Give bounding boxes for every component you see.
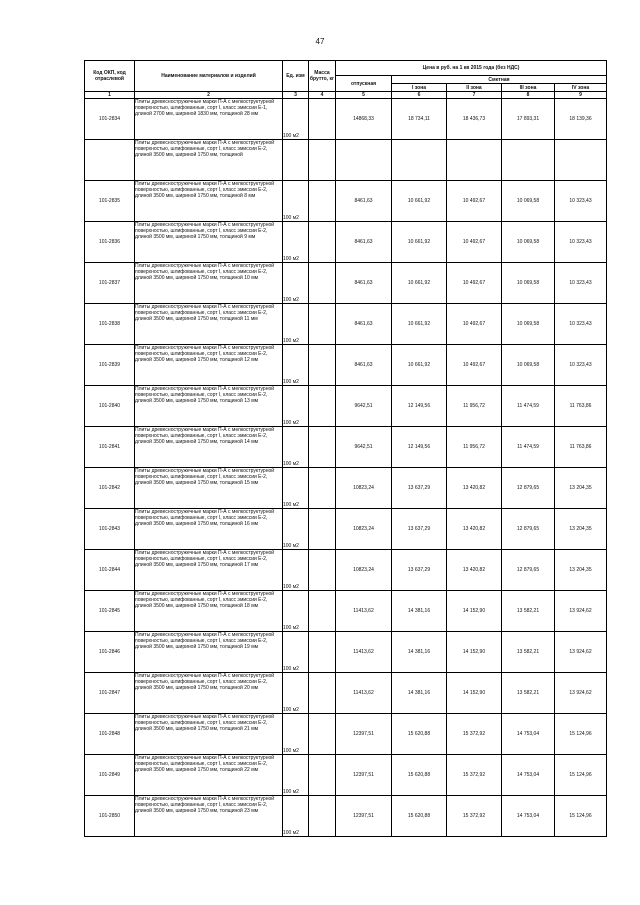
item-code: 101-2841: [85, 427, 135, 468]
item-name: Плиты древесностружечные марки П-А с мелкоструктурной поверхностью, шлифованные, сорт I, класс эмиссии Е-1, длиной 2700 мм, шириной 1830 мм, толщиной 28 мм: [135, 99, 283, 140]
item-mass: [309, 632, 336, 673]
zone-3-price: 10 069,58: [502, 304, 555, 345]
zone-2-price: 13 420,82: [447, 509, 502, 550]
price-table: [84, 60, 607, 837]
item-name: Плиты древесностружечные марки П-А с мелкоструктурной поверхностью, шлифованные, сорт I, класс эмиссии Е-2, длиной 3500 мм, шириной 1750 мм, толщиной 13 мм: [135, 386, 283, 427]
header-code: Код ОКП, код отраслевой: [85, 61, 135, 92]
zone-2-price: 14 152,90: [447, 591, 502, 632]
zone-4-price: 13 204,35: [555, 468, 607, 509]
item-code: 101-2839: [85, 345, 135, 386]
item-unit: 100 м2: [283, 263, 309, 304]
item-code: 101-2834: [85, 99, 135, 140]
column-number: 3: [283, 92, 309, 99]
zone-3-price: 10 069,58: [502, 222, 555, 263]
zone-4-price: 11 763,86: [555, 386, 607, 427]
zone-1-price: 12 149,56: [392, 427, 447, 468]
item-code: 101-2840: [85, 386, 135, 427]
zone-2-price: 11 956,72: [447, 386, 502, 427]
item-mass: [309, 550, 336, 591]
zone-4-price: 15 124,96: [555, 796, 607, 837]
item-name: Плиты древесностружечные марки П-А с мелкоструктурной поверхностью, шлифованные, сорт I, класс эмиссии Е-2, длиной 3500 мм, шириной 1750 мм, толщиной: [135, 140, 283, 181]
item-code: 101-2842: [85, 468, 135, 509]
item-code: 101-2835: [85, 181, 135, 222]
zone-2-price: 15 372,92: [447, 755, 502, 796]
zone-1-price: 10 661,92: [392, 181, 447, 222]
item-code: 101-2843: [85, 509, 135, 550]
column-number: 2: [135, 92, 283, 99]
item-unit: 100 м2: [283, 673, 309, 714]
release-price: 10823,24: [336, 468, 392, 509]
zone-3-price: 14 753,04: [502, 714, 555, 755]
table-row: [85, 427, 607, 468]
zone-3-price: 10 069,58: [502, 345, 555, 386]
item-mass: [309, 509, 336, 550]
zone-1-price: 15 620,88: [392, 714, 447, 755]
release-price: 11413,62: [336, 591, 392, 632]
release-price: 12397,51: [336, 714, 392, 755]
item-code: 101-2849: [85, 755, 135, 796]
table-row: [85, 263, 607, 304]
zone-4-price: [555, 140, 607, 181]
zone-2-price: 10 492,67: [447, 345, 502, 386]
header-zone-3: III зона: [502, 84, 555, 92]
zone-2-price: 15 372,92: [447, 796, 502, 837]
zone-4-price: 10 323,43: [555, 263, 607, 304]
zone-1-price: 18 734,11: [392, 99, 447, 140]
header-name: Наименование материалов и изделий: [135, 61, 283, 92]
zone-4-price: 13 924,62: [555, 591, 607, 632]
zone-1-price: 10 661,92: [392, 304, 447, 345]
zone-4-price: 13 204,35: [555, 550, 607, 591]
zone-1-price: 15 620,88: [392, 755, 447, 796]
column-number: 8: [502, 92, 555, 99]
item-name: Плиты древесностружечные марки П-А с мелкоструктурной поверхностью, шлифованные, сорт I, класс эмиссии Е-2, длиной 3500 мм, шириной 1750 мм, толщиной 22 мм: [135, 755, 283, 796]
release-price: 14868,33: [336, 99, 392, 140]
item-mass: [309, 714, 336, 755]
release-price: 9642,51: [336, 427, 392, 468]
column-number: 9: [555, 92, 607, 99]
item-code: 101-2847: [85, 673, 135, 714]
zone-2-price: 10 492,67: [447, 304, 502, 345]
release-price: 8461,63: [336, 263, 392, 304]
item-name: Плиты древесностружечные марки П-А с мелкоструктурной поверхностью, шлифованные, сорт I, класс эмиссии Е-2, длиной 3500 мм, шириной 1750 мм, толщиной 18 мм: [135, 591, 283, 632]
release-price: 11413,62: [336, 673, 392, 714]
zone-3-price: 12 879,65: [502, 468, 555, 509]
column-number: 1: [85, 92, 135, 99]
item-name: Плиты древесностружечные марки П-А с мелкоструктурной поверхностью, шлифованные, сорт I, класс эмиссии Е-2, длиной 3500 мм, шириной 1750 мм, толщиной 15 мм: [135, 468, 283, 509]
header-mass: Масса брутто, кг: [309, 61, 336, 92]
item-mass: [309, 591, 336, 632]
zone-2-price: 10 492,67: [447, 181, 502, 222]
zone-3-price: 14 753,04: [502, 796, 555, 837]
zone-2-price: 14 152,90: [447, 632, 502, 673]
zone-2-price: 18 436,73: [447, 99, 502, 140]
item-unit: 100 м2: [283, 345, 309, 386]
release-price: 8461,63: [336, 345, 392, 386]
item-code: 101-2836: [85, 222, 135, 263]
zone-1-price: 13 637,29: [392, 468, 447, 509]
zone-4-price: 10 323,43: [555, 222, 607, 263]
zone-4-price: 10 323,43: [555, 345, 607, 386]
header-zone-4: IV зона: [555, 84, 607, 92]
zone-3-price: 13 582,21: [502, 673, 555, 714]
zone-4-price: 15 124,96: [555, 714, 607, 755]
item-mass: [309, 222, 336, 263]
item-name: Плиты древесностружечные марки П-А с мелкоструктурной поверхностью, шлифованные, сорт I, класс эмиссии Е-2, длиной 3500 мм, шириной 1750 мм, толщиной 17 мм: [135, 550, 283, 591]
item-mass: [309, 468, 336, 509]
table-row: [85, 509, 607, 550]
item-unit: 100 м2: [283, 755, 309, 796]
zone-2-price: 15 372,92: [447, 714, 502, 755]
release-price: [336, 140, 392, 181]
item-unit: 100 м2: [283, 509, 309, 550]
zone-1-price: 15 620,88: [392, 796, 447, 837]
item-unit: 100 м2: [283, 632, 309, 673]
column-number: 5: [336, 92, 392, 99]
item-unit: 100 м2: [283, 99, 309, 140]
item-unit: 100 м2: [283, 468, 309, 509]
header-price-group: Цена в руб. на 1 кв 2015 года (без НДС): [336, 61, 607, 76]
release-price: 10823,24: [336, 509, 392, 550]
zone-2-price: 10 492,67: [447, 263, 502, 304]
zone-4-price: 10 323,43: [555, 304, 607, 345]
item-code: 101-2838: [85, 304, 135, 345]
table-body: [85, 99, 607, 837]
item-name: Плиты древесностружечные марки П-А с мелкоструктурной поверхностью, шлифованные, сорт I, класс эмиссии Е-2, длиной 3500 мм, шириной 1750 мм, толщиной 14 мм: [135, 427, 283, 468]
column-number: 6: [392, 92, 447, 99]
zone-3-price: [502, 140, 555, 181]
table-row: [85, 99, 607, 140]
item-name: Плиты древесностружечные марки П-А с мелкоструктурной поверхностью, шлифованные, сорт I, класс эмиссии Е-2, длиной 3500 мм, шириной 1750 мм, толщиной 23 мм: [135, 796, 283, 837]
item-code: 101-2845: [85, 591, 135, 632]
item-mass: [309, 796, 336, 837]
table-row: [85, 181, 607, 222]
zone-3-price: 17 893,31: [502, 99, 555, 140]
zone-2-price: 10 492,67: [447, 222, 502, 263]
release-price: 8461,63: [336, 181, 392, 222]
zone-1-price: 10 661,92: [392, 222, 447, 263]
release-price: 12397,51: [336, 796, 392, 837]
column-number-row: [85, 92, 607, 99]
zone-3-price: 10 069,58: [502, 181, 555, 222]
zone-4-price: 13 924,62: [555, 673, 607, 714]
zone-3-price: 13 582,21: [502, 591, 555, 632]
item-code: 101-2850: [85, 796, 135, 837]
header-estimate-price: Сметная: [392, 76, 607, 84]
zone-2-price: 13 420,82: [447, 550, 502, 591]
item-name: Плиты древесностружечные марки П-А с мелкоструктурной поверхностью, шлифованные, сорт I, класс эмиссии Е-2, длиной 3500 мм, шириной 1750 мм, толщиной 19 мм: [135, 632, 283, 673]
zone-2-price: 11 956,72: [447, 427, 502, 468]
item-code: [85, 140, 135, 181]
item-mass: [309, 304, 336, 345]
item-unit: 100 м2: [283, 181, 309, 222]
zone-1-price: 10 661,92: [392, 345, 447, 386]
item-name: Плиты древесностружечные марки П-А с мелкоструктурной поверхностью, шлифованные, сорт I, класс эмиссии Е-2, длиной 3500 мм, шириной 1750 мм, толщиной 12 мм: [135, 345, 283, 386]
zone-3-price: 13 582,21: [502, 632, 555, 673]
zone-4-price: 15 124,96: [555, 755, 607, 796]
zone-3-price: 11 474,59: [502, 427, 555, 468]
header-release-price: отпускная: [336, 76, 392, 92]
header-unit: Ед. изм: [283, 61, 309, 92]
table-row: [85, 550, 607, 591]
item-unit: 100 м2: [283, 591, 309, 632]
item-code: 101-2848: [85, 714, 135, 755]
zone-2-price: 13 420,82: [447, 468, 502, 509]
table-row: [85, 714, 607, 755]
table-row: [85, 140, 607, 181]
item-unit: 100 м2: [283, 386, 309, 427]
table-row: [85, 386, 607, 427]
zone-1-price: 14 381,16: [392, 591, 447, 632]
item-unit: 100 м2: [283, 222, 309, 263]
item-unit: [283, 140, 309, 181]
item-mass: [309, 673, 336, 714]
item-mass: [309, 181, 336, 222]
item-name: Плиты древесностружечные марки П-А с мелкоструктурной поверхностью, шлифованные, сорт I, класс эмиссии Е-2, длиной 3500 мм, шириной 1750 мм, толщиной 16 мм: [135, 509, 283, 550]
release-price: 9642,51: [336, 386, 392, 427]
item-mass: [309, 99, 336, 140]
item-mass: [309, 140, 336, 181]
item-name: Плиты древесностружечные марки П-А с мелкоструктурной поверхностью, шлифованные, сорт I, класс эмиссии Е-2, длиной 3500 мм, шириной 1750 мм, толщиной 21 мм: [135, 714, 283, 755]
zone-2-price: [447, 140, 502, 181]
zone-1-price: 13 637,29: [392, 550, 447, 591]
item-mass: [309, 263, 336, 304]
zone-3-price: 14 753,04: [502, 755, 555, 796]
table-row: [85, 304, 607, 345]
item-name: Плиты древесностружечные марки П-А с мелкоструктурной поверхностью, шлифованные, сорт I, класс эмиссии Е-2, длиной 3500 мм, шириной 1750 мм, толщиной 11 мм: [135, 304, 283, 345]
zone-1-price: [392, 140, 447, 181]
page-number: 47: [315, 37, 325, 46]
zone-3-price: 12 879,65: [502, 550, 555, 591]
header-zone-2: II зона: [447, 84, 502, 92]
item-code: 101-2844: [85, 550, 135, 591]
table-row: [85, 632, 607, 673]
item-name: Плиты древесностружечные марки П-А с мелкоструктурной поверхностью, шлифованные, сорт I, класс эмиссии Е-2, длиной 3500 мм, шириной 1750 мм, толщиной 9 мм: [135, 222, 283, 263]
zone-1-price: 14 381,16: [392, 632, 447, 673]
zone-4-price: 10 323,43: [555, 181, 607, 222]
release-price: 10823,24: [336, 550, 392, 591]
item-name: Плиты древесностружечные марки П-А с мелкоструктурной поверхностью, шлифованные, сорт I, класс эмиссии Е-2, длиной 3500 мм, шириной 1750 мм, толщиной 20 мм: [135, 673, 283, 714]
item-mass: [309, 755, 336, 796]
item-unit: 100 м2: [283, 550, 309, 591]
item-name: Плиты древесностружечные марки П-А с мелкоструктурной поверхностью, шлифованные, сорт I, класс эмиссии Е-2, длиной 3500 мм, шириной 1750 мм, толщиной 10 мм: [135, 263, 283, 304]
zone-4-price: 11 763,86: [555, 427, 607, 468]
table-row: [85, 468, 607, 509]
zone-4-price: 13 924,62: [555, 632, 607, 673]
column-number: 4: [309, 92, 336, 99]
item-mass: [309, 345, 336, 386]
table-row: [85, 345, 607, 386]
table-row: [85, 222, 607, 263]
release-price: 12397,51: [336, 755, 392, 796]
item-code: 101-2846: [85, 632, 135, 673]
zone-2-price: 14 152,90: [447, 673, 502, 714]
zone-4-price: 18 139,36: [555, 99, 607, 140]
table-row: [85, 755, 607, 796]
zone-1-price: 10 661,92: [392, 263, 447, 304]
item-unit: 100 м2: [283, 714, 309, 755]
release-price: 11413,62: [336, 632, 392, 673]
zone-4-price: 13 204,35: [555, 509, 607, 550]
item-unit: 100 м2: [283, 304, 309, 345]
item-code: 101-2837: [85, 263, 135, 304]
zone-1-price: 13 637,29: [392, 509, 447, 550]
zone-3-price: 11 474,59: [502, 386, 555, 427]
table-row: [85, 796, 607, 837]
table-row: [85, 673, 607, 714]
column-number: 7: [447, 92, 502, 99]
table-row: [85, 591, 607, 632]
item-unit: 100 м2: [283, 427, 309, 468]
zone-1-price: 14 381,16: [392, 673, 447, 714]
item-mass: [309, 386, 336, 427]
item-unit: 100 м2: [283, 796, 309, 837]
item-mass: [309, 427, 336, 468]
zone-3-price: 10 069,58: [502, 263, 555, 304]
release-price: 8461,63: [336, 304, 392, 345]
zone-1-price: 12 149,56: [392, 386, 447, 427]
item-name: Плиты древесностружечные марки П-А с мелкоструктурной поверхностью, шлифованные, сорт I, класс эмиссии Е-2, длиной 3500 мм, шириной 1750 мм, толщиной 8 мм: [135, 181, 283, 222]
zone-3-price: 12 879,65: [502, 509, 555, 550]
header-zone-1: I зона: [392, 84, 447, 92]
release-price: 8461,63: [336, 222, 392, 263]
